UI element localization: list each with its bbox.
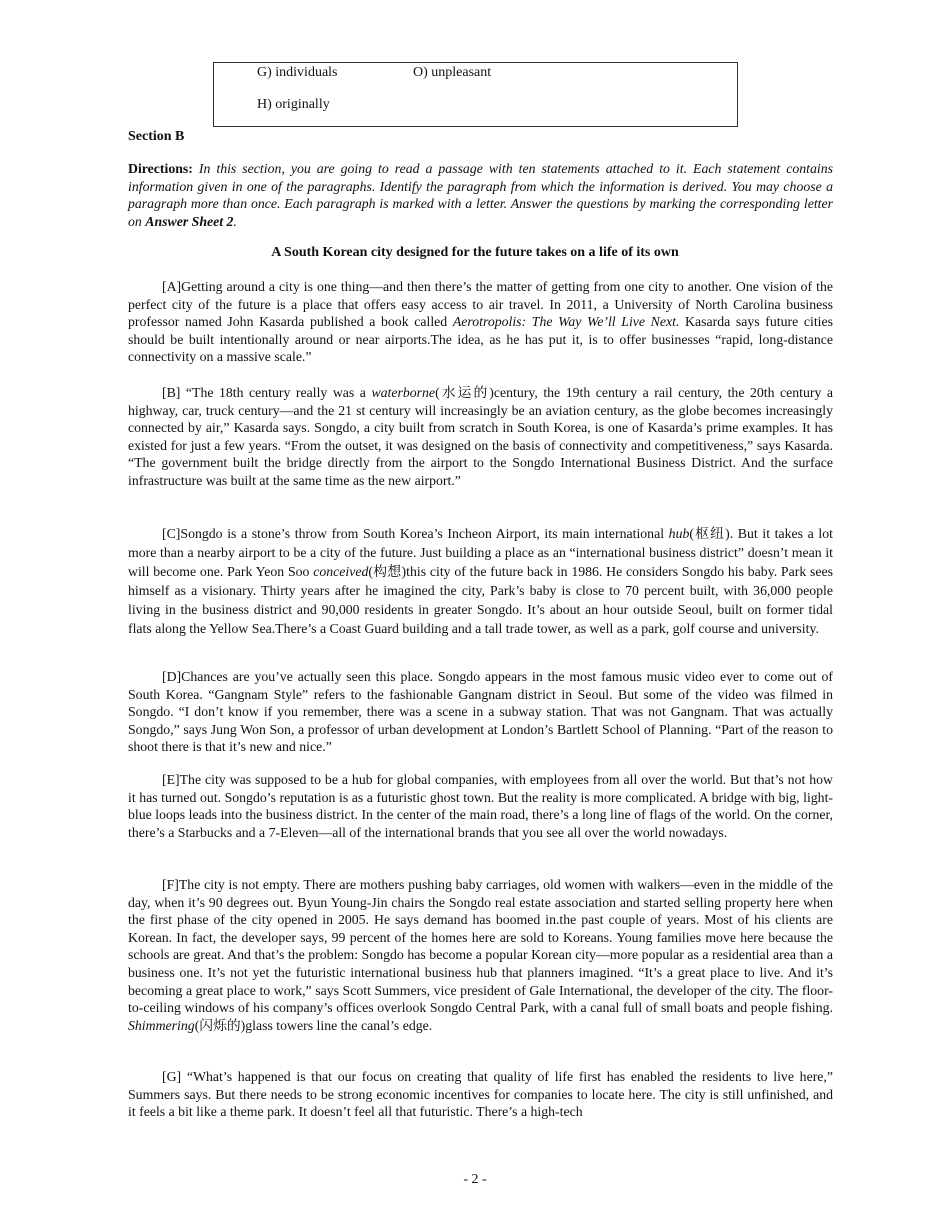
paragraph-text: (水运的)century, the 19th century a rail century, the 20th century a highway, car, truck century—and the 21 st century will increasingly be an aviation century, as the globe becomes increasingly connected by air,” Kasarda says. Songdo, a city built from scratch in South Korea, is one of Kasarda’s prime examples. It has existed for just a few years. “From the outset, it was designed on the basis of connectivity and competitiveness,” says Kasarda. “The government built the bridge directly from the airport to the Songdo International Business District. And the surface infrastructure was built at the same time as the new airport.” bbox=[128, 385, 833, 488]
paragraph-d: [D]Chances are you’ve actually seen this place. Songdo appears in the most famous music video ever to come out of South Korea. “Gangnam Style” refers to the fashionable Gangnam district in Seoul. But some of the video was filmed in Songdo. “I don’t know if you remember, there was a scene in a subway station. That was not Gangnam. That was actually Songdo,” says Jung Won Son, a professor of urban development at London’s Bartlett School of Planning. “Part of the reason to shoot there is that it’s new and nice.” bbox=[128, 669, 833, 755]
option-h: H) originally bbox=[257, 97, 330, 112]
directions-label: Directions: bbox=[128, 161, 193, 176]
section-title: Section B bbox=[128, 129, 185, 144]
glossed-word: waterborne bbox=[371, 385, 436, 400]
paragraph-text: Kasarda says future cities should be built intentionally around or near airports.The idea, as he has put it, is to offer businesses “rapid, long-distance connectivity on a massive scale.” bbox=[128, 314, 833, 365]
paragraph-text: [A]Getting around a city is one thing—and then there’s the matter of getting from one city to another. One vision of the perfect city of the future is a place that offers easy access to air travel. In 2011, a University of North Carolina business professor named John Kasarda published a book called bbox=[128, 279, 833, 330]
page-number: - 2 - bbox=[463, 1172, 487, 1187]
glossed-word: hub bbox=[668, 526, 690, 541]
paragraph-a bbox=[128, 278, 833, 366]
paragraph-f bbox=[128, 876, 833, 1034]
paragraph-text: [F]The city is not empty. There are mothers pushing baby carriages, old women with walkers—even in the middle of the day, when it’s 90 degrees out. Byun Young-Jin chairs the Songdo real estate association and started selling property here when the first phase of the city opened in 2005. He says demand has boomed in.the past couple of years. Most of his clients are Korean. In fact, the developer says, 99 percent of the homes here are sold to Koreans. Young families move here because the schools are great. And that’s the problem: Songdo has become a popular Korean city—more popular as a residential area than a business one. It’s not yet the futuristic international business hub that planners imagined. “It’s a great place to live. And it’s becoming a great place to work,” says Scott Summers, vice president of Gale International, the developer of the city. The floor-to-ceiling windows of his company’s offices overlook Songdo Central Park, with a canal full of small boats and people fishing. bbox=[128, 877, 833, 1016]
paragraph-text: (枢纽). But it takes a lot more than a nearby airport to be a city of the future. Just building a place as an “international business district” doesn’t mean it will become one. Park Yeon Soo bbox=[128, 526, 833, 579]
paragraph-g: [G] “What’s happened is that our focus on creating that quality of life first has enabled the residents to live here,” Summers says. But there needs to be strong economic incentives for companies to locate here. The city is still unfinished, and it feels a bit like a theme park. It doesn’t feel all that futuristic. There’s a high-tech bbox=[128, 1069, 833, 1120]
answer-sheet-ref: Answer Sheet 2 bbox=[145, 213, 234, 229]
paragraph-text: (构想)this city of the future back in 1986. He considers Songdo his baby. Park sees himself as a visionary. Thirty years after he imagined the city, Park’s baby is close to 70 percent built, with 36,000 people living in the business district and 90,000 residents in greater Songdo. It’s about an hour outside Seoul, built on former tidal flats along the Yellow Sea.There’s a Coast Guard building and a tall trade tower, as well as a park, golf course and university. bbox=[128, 564, 833, 636]
option-g: G) individuals bbox=[257, 65, 338, 80]
word-options-box bbox=[213, 62, 738, 127]
glossed-word: Shimmering bbox=[128, 1017, 195, 1033]
passage-title: A South Korean city designed for the future takes on a life of its own bbox=[271, 245, 679, 260]
directions bbox=[128, 160, 833, 230]
directions-text: In this section, you are going to read a passage with ten statements attached to it. Each statement contains information given in one of the paragraphs. Identify the paragraph from which the information is derived. You may choose a paragraph more than once. Each paragraph is marked with a letter. Answer the questions by marking the corresponding letter on bbox=[128, 161, 833, 229]
paragraph-c bbox=[128, 524, 833, 638]
paragraph-text: (闪烁的)glass towers line the canal’s edge. bbox=[194, 1017, 433, 1033]
directions-end: . bbox=[233, 213, 237, 229]
paragraph-text: [B] “The 18th century really was a bbox=[162, 385, 372, 400]
paragraph-text: [C]Songdo is a stone’s throw from South Korea’s Incheon Airport, its main international bbox=[162, 526, 669, 541]
book-title: Aerotropolis: The Way We’ll Live Next. bbox=[452, 314, 680, 330]
option-o: O) unpleasant bbox=[413, 65, 492, 80]
glossed-word: conceived bbox=[313, 564, 369, 579]
paragraph-b bbox=[128, 384, 833, 490]
paragraph-e: [E]The city was supposed to be a hub for global companies, with employees from all over the world. But that’s not how it has turned out. Songdo’s reputation is as a futuristic ghost town. But the reality is more complicated. A bridge with big, light-blue loops leads into the business district. In the center of the main road, there’s a long line of flags of the world. On the corner, there’s a Starbucks and a 7-Eleven—all of the international brands that you see all over the world nowadays. bbox=[128, 772, 833, 840]
